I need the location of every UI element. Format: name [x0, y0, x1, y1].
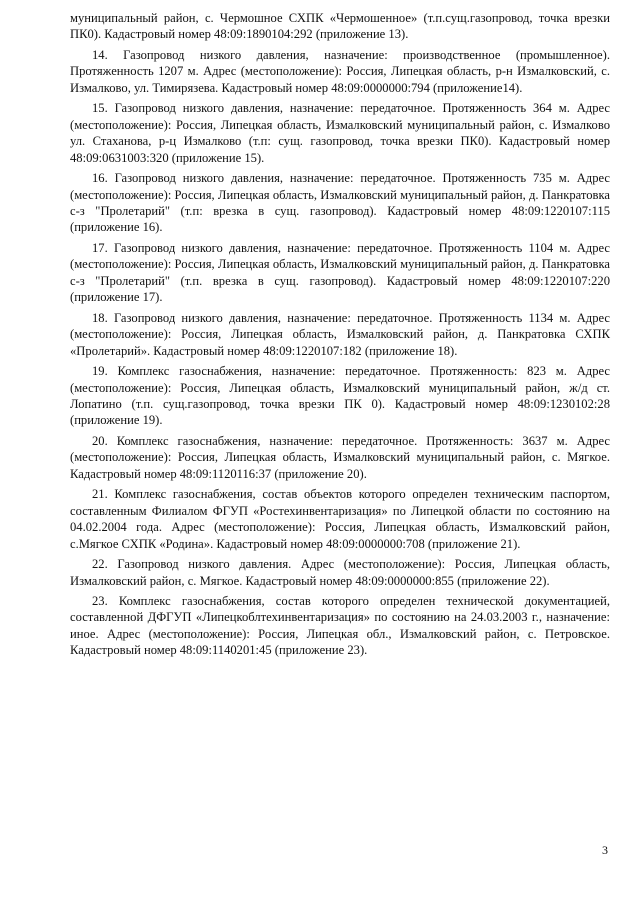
paragraph-item-16: 16. Газопровод низкого давления, назначение: передаточное. Протяженность 735 м. Адрес (местоположение): Россия, Липецкая область, Измалковский муниципальный район, д. Панкратовка с-з "Пролетарий" (т.п: врезка в сущ. газопровод). Кадастровый номер 48:09:1220107:115 (приложение 16).: [70, 171, 610, 235]
paragraph-continuation: муниципальный район, с. Чермошное СХПК «Чермошенное» (т.п.сущ.газопровод, точка врезки ПК0). Кадастровый номер 48:09:1890104:292 (приложение 13).: [70, 11, 610, 42]
paragraph-item-21: 21. Комплекс газоснабжения, состав объектов которого определен техническим паспортом, составленным Филиалом ФГУП «Ростехинвентаризация» по Липецкой области по состоянию на 04.02.2004 года. Адрес (местоположение): Россия, Липецкая область, Измалковский район, с.Мягкое СХПК «Родина». Кадастровый номер 48:09:0000000:708 (приложение 21).: [70, 487, 610, 551]
paragraph-item-17: 17. Газопровод низкого давления, назначение: передаточное. Протяженность 1104 м. Адрес (местоположение): Россия, Липецкая область, Измалковский муниципальный район, д. Панкратовка с-з "Пролетарий" (т.п. врезка в сущ. газопровод). Кадастровый номер 48:09:1220107:220 (приложение 17).: [70, 240, 610, 305]
document-page: [70, 10, 610, 663]
page-number: 3: [602, 843, 608, 857]
paragraph-item-14: 14. Газопровод низкого давления, назначение: производственное (промышленное). Протяженность 1207 м. Адрес (местоположение): Россия, Липецкая область, р-н Измалковский, с. Измалково, ул. Тимирязева. Кадастровый номер 48:09:0000000:794 (приложение14).: [70, 47, 610, 95]
paragraph-item-20: 20. Комплекс газоснабжения, назначение: передаточное. Протяженность: 3637 м. Адрес (местоположение): Россия, Липецкая область, Измалковский муниципальный район, с. Мягкое. Кадастровый номер 48:09:1120116:37 (приложение 20).: [70, 433, 610, 481]
paragraph-item-15: 15. Газопровод низкого давления, назначение: передаточное. Протяженность 364 м. Адрес (местоположение): Россия, Липецкая область, Измалковский муниципальный район, с. Измалково ул. Стаханова, р-ц Измалково (т.п: сущ. газопровод, точка врезки ПК0). Кадастровый номер 48:09:0631003:320 (приложение 15).: [70, 101, 610, 165]
paragraph-item-18: 18. Газопровод низкого давления, назначение: передаточное. Протяженность 1134 м. Адрес (местоположение): Россия, Липецкая область, Измалковский район, д. Панкратовка СХПК «Пролетарий». Кадастровый номер 48:09:1220107:182 (приложение 18).: [70, 310, 610, 358]
paragraph-item-23: 23. Комплекс газоснабжения, состав которого определен технической документацией, составленной ДФГУП «Липецкоблтехинвентаризация» по состоянию на 24.03.2003 г., назначение: иное. Адрес (местоположение): Россия, Липецкая обл., Измалковский район, с. Петровское. Кадастровый номер 48:09:1140201:45 (приложение 23).: [70, 593, 610, 658]
paragraph-item-22: 22. Газопровод низкого давления. Адрес (местоположение): Россия, Липецкая область, Измалковский район, с. Мягкое. Кадастровый номер 48:09:0000000:855 (приложение 22).: [70, 557, 610, 588]
paragraph-item-19: 19. Комплекс газоснабжения, назначение: передаточное. Протяженность: 823 м. Адрес (местоположение): Россия, Липецкая область, Измалковский муниципальный район, ж/д ст. Лопатино (т.п. сущ.газопровод, точка врезки ПК 0). Кадастровый номер 48:09:1230102:28 (приложение 19).: [70, 364, 610, 428]
